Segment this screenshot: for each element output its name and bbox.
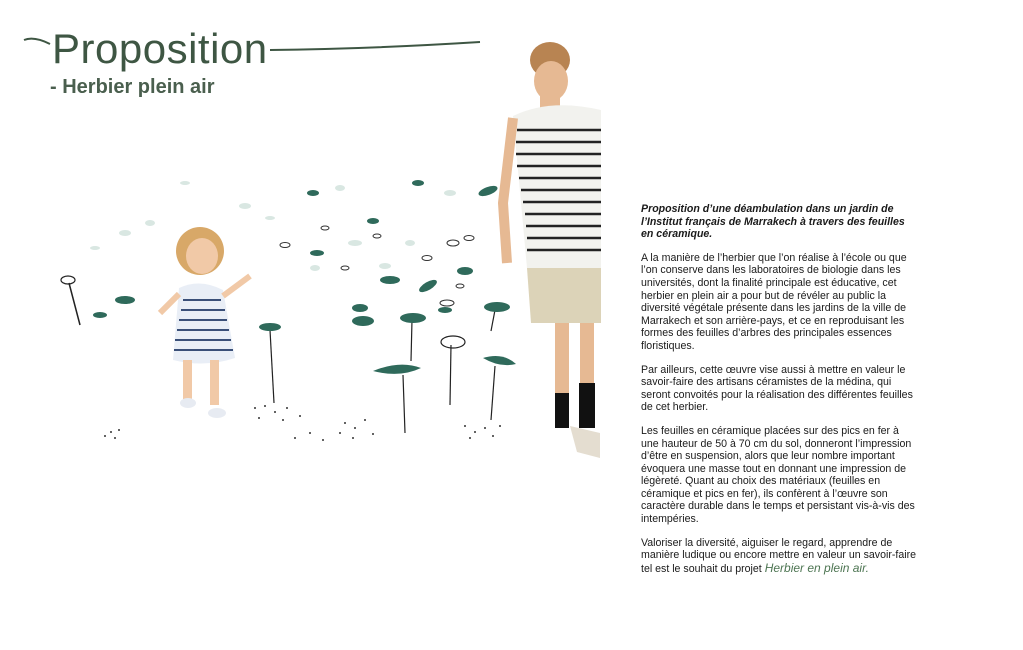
outline-leaves <box>280 226 474 306</box>
conclusion-text: Valoriser la diversité, aiguiser le regard, apprendre de manière ludique ou encore mettre en valeur un savoir-faire tel est le souhait du projet <box>641 536 916 575</box>
page-subtitle: - Herbier plein air <box>50 76 215 98</box>
intro-paragraph: Proposition d’une déambulation dans un jardin de l’Institut français de Marrakech à travers des feuilles en céramique. <box>641 203 905 241</box>
paragraph-conclusion <box>641 537 919 576</box>
description-column <box>641 203 919 586</box>
paragraph-savoir-faire: Par ailleurs, cette œuvre vise aussi à mettre en valeur le savoir-faire des artisans céramistes de la médina, qui seront convoités pour la réalisation des différentes feuilles de cet herbier. <box>641 363 913 414</box>
paragraph-herbier: A la manière de l’herbier que l’on réalise à l’école ou que l’on conserve dans les laboratoires de biologie dans les universités, dont la finalité principale est éducative, cet herbier en plein air a pour but de révéler au public la diversité végétale présente dans les jardins de la ville de Marrakech et son arrière-pays, et ce en reproduisant les formes des feuilles d’arbres des principales essences floristiques. <box>641 251 907 352</box>
paragraph-materiaux: Les feuilles en céramique placées sur des pics en fer à une hauteur de 50 à 70 cm du sol, donneront l’impression d’être en suspension, alors que leur nombre important évoquera une masse tout en donnant une impression de légèreté. Quant au choix des matériaux (feuilles en céramique et pics en fer), ils confèrent à l’œuvre son caractère durable dans le temps et persistant vis-à-vis des intempéries. <box>641 424 915 526</box>
child-figure <box>160 227 250 418</box>
project-name: Herbier en plein air. <box>764 560 869 575</box>
background-petals <box>90 181 456 271</box>
title-swoosh <box>22 30 54 50</box>
garden-illustration <box>55 38 615 468</box>
adult-figure <box>503 42 601 458</box>
floating-leaves <box>93 180 499 318</box>
page-title: Proposition <box>52 25 268 72</box>
ground-dots <box>104 405 501 441</box>
